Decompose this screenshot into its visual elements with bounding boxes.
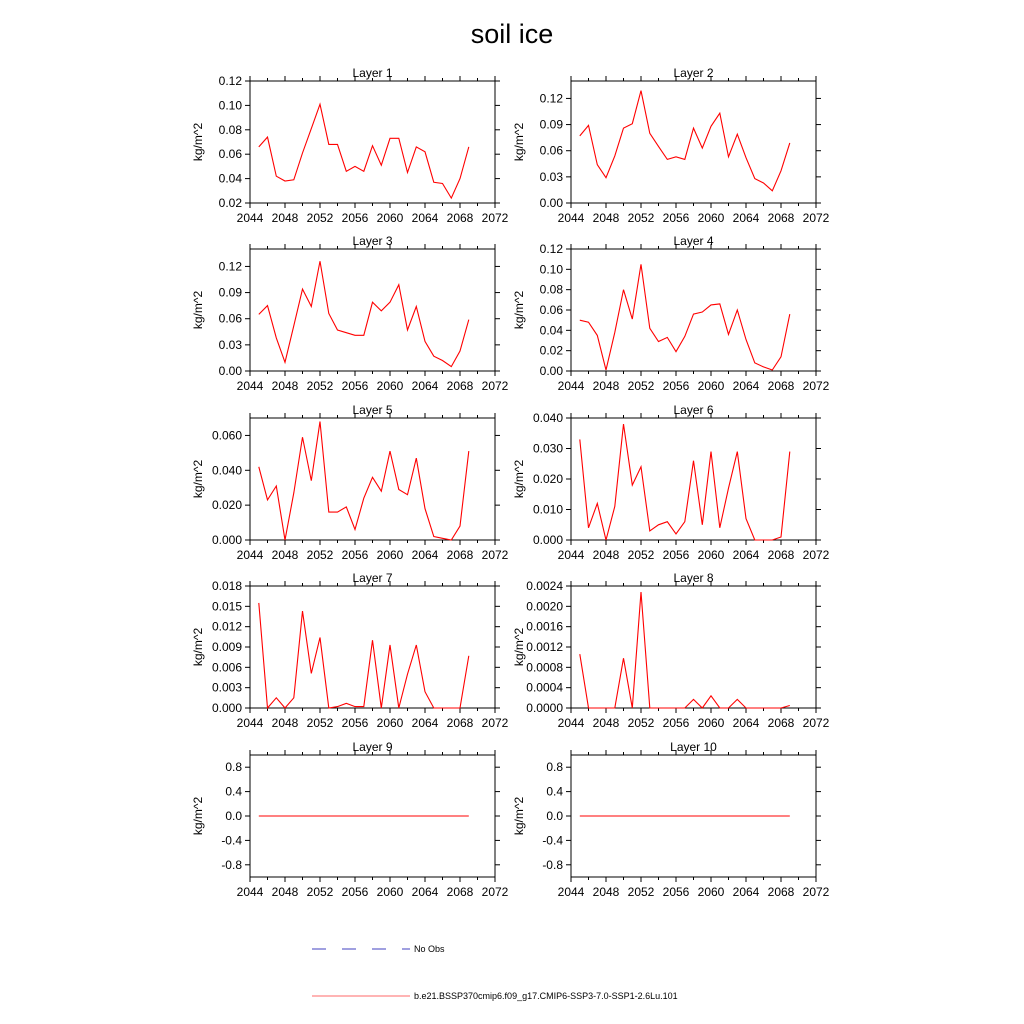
y-tick-label: 0.000 [211, 701, 242, 715]
y-tick-label: 0.04 [218, 171, 242, 186]
y-tick-label: 0.00 [539, 364, 563, 378]
y-tick-label: 0.06 [539, 143, 563, 158]
y-axis-label: kg/m^2 [191, 290, 205, 330]
y-tick-label: 0.03 [539, 169, 563, 184]
x-tick-label: 2044 [236, 548, 264, 562]
panel-layer-4 [512, 234, 830, 393]
x-tick-label: 2044 [236, 716, 264, 730]
x-tick-label: 2060 [697, 716, 725, 730]
y-tick-label: -0.8 [221, 857, 242, 872]
y-tick-label: 0.0008 [526, 660, 563, 675]
x-tick-label: 2060 [376, 211, 404, 225]
x-tick-label: 2044 [557, 548, 585, 562]
series-line-layer-3 [259, 261, 469, 366]
y-tick-label: 0.4 [225, 784, 242, 799]
x-tick-label: 2064 [411, 211, 439, 225]
y-tick-label: 0.012 [211, 619, 242, 634]
x-tick-label: 2068 [767, 211, 795, 225]
x-tick-label: 2064 [732, 548, 760, 562]
y-tick-label: 0.09 [218, 285, 242, 300]
y-tick-label: -0.4 [542, 833, 563, 848]
y-tick-label: 0.8 [546, 760, 563, 775]
y-tick-label: 0.0012 [526, 640, 563, 654]
series-line-layer-4 [580, 264, 790, 370]
x-tick-label: 2072 [802, 379, 830, 393]
x-tick-label: 2072 [481, 211, 509, 225]
x-tick-label: 2048 [271, 211, 299, 225]
x-tick-label: 2044 [557, 716, 585, 730]
y-tick-label: 0.0020 [526, 599, 563, 614]
x-tick-label: 2052 [627, 885, 655, 899]
x-tick-label: 2072 [802, 548, 830, 562]
x-tick-label: 2060 [697, 211, 725, 225]
y-axis-label: kg/m^2 [512, 796, 526, 836]
panel-layer-2 [512, 66, 830, 225]
x-tick-label: 2068 [446, 716, 474, 730]
plot-frame [571, 586, 816, 708]
x-tick-label: 2056 [662, 211, 690, 225]
y-tick-label: 0.8 [225, 760, 242, 775]
panel-layer-5 [191, 403, 509, 562]
x-tick-label: 2072 [481, 716, 509, 730]
x-tick-label: 2060 [376, 379, 404, 393]
y-tick-label: 0.08 [218, 122, 242, 137]
y-axis-label: kg/m^2 [512, 459, 526, 499]
y-tick-label: 0.040 [532, 411, 563, 425]
y-axis-label: kg/m^2 [191, 122, 205, 162]
x-tick-label: 2052 [306, 716, 334, 730]
x-tick-label: 2056 [662, 379, 690, 393]
panel-layer-1 [191, 66, 509, 225]
y-tick-label: 0.12 [539, 242, 563, 256]
y-tick-label: 0.02 [539, 343, 563, 358]
x-tick-label: 2048 [271, 379, 299, 393]
x-tick-label: 2056 [341, 885, 369, 899]
plot-frame [250, 81, 495, 203]
x-tick-label: 2052 [627, 716, 655, 730]
plot-frame [250, 586, 495, 708]
x-tick-label: 2064 [732, 211, 760, 225]
series-line-layer-6 [580, 424, 790, 540]
y-axis-label: kg/m^2 [191, 627, 205, 667]
panel-title: Layer 8 [673, 571, 714, 585]
plot-frame [571, 249, 816, 371]
y-axis-label: kg/m^2 [512, 290, 526, 330]
y-tick-label: 0.12 [539, 91, 563, 106]
legend-label-no-obs: No Obs [414, 944, 445, 954]
panel-layer-9 [191, 740, 509, 899]
y-tick-label: -0.8 [542, 857, 563, 872]
y-tick-label: 0.12 [218, 259, 242, 274]
x-tick-label: 2044 [236, 885, 264, 899]
x-tick-label: 2048 [592, 211, 620, 225]
y-axis-label: kg/m^2 [191, 796, 205, 836]
x-tick-label: 2060 [376, 716, 404, 730]
panel-title: Layer 9 [352, 740, 393, 754]
x-tick-label: 2068 [446, 885, 474, 899]
x-tick-label: 2048 [592, 548, 620, 562]
series-line-layer-7 [259, 603, 469, 708]
x-tick-label: 2064 [732, 379, 760, 393]
y-tick-label: 0.4 [546, 784, 563, 799]
y-tick-label: 0.000 [211, 533, 242, 547]
x-tick-label: 2056 [662, 885, 690, 899]
panel-layer-8 [512, 571, 830, 730]
x-tick-label: 2048 [592, 716, 620, 730]
x-tick-label: 2064 [411, 548, 439, 562]
y-tick-label: 0.10 [539, 262, 563, 277]
y-tick-label: 0.0016 [526, 619, 563, 634]
x-tick-label: 2044 [236, 211, 264, 225]
y-tick-label: 0.040 [211, 463, 242, 478]
y-tick-label: 0.0 [546, 809, 563, 823]
y-tick-label: 0.009 [211, 640, 242, 654]
x-tick-label: 2052 [306, 379, 334, 393]
y-tick-label: 0.02 [218, 196, 242, 210]
x-tick-label: 2064 [732, 885, 760, 899]
series-line-layer-1 [259, 104, 469, 198]
y-tick-label: 0.020 [211, 498, 242, 513]
y-tick-label: 0.0000 [526, 701, 563, 715]
x-tick-label: 2064 [411, 716, 439, 730]
y-tick-label: 0.08 [539, 282, 563, 297]
y-tick-label: 0.006 [211, 660, 242, 675]
y-tick-label: 0.0004 [526, 680, 563, 695]
y-tick-label: 0.060 [211, 428, 242, 443]
x-tick-label: 2060 [697, 885, 725, 899]
x-tick-label: 2056 [341, 379, 369, 393]
x-tick-label: 2056 [662, 716, 690, 730]
x-tick-label: 2068 [767, 379, 795, 393]
y-tick-label: 0.003 [211, 680, 242, 695]
x-tick-label: 2072 [802, 716, 830, 730]
y-tick-label: 0.06 [539, 303, 563, 317]
panel-layer-10 [512, 740, 830, 899]
x-tick-label: 2060 [697, 548, 725, 562]
y-tick-label: 0.06 [218, 147, 242, 162]
legend [312, 944, 678, 1001]
panel-title: Layer 6 [673, 403, 714, 417]
x-tick-label: 2048 [271, 548, 299, 562]
x-tick-label: 2048 [271, 716, 299, 730]
y-tick-label: 0.00 [218, 364, 242, 378]
panel-title: Layer 7 [352, 571, 393, 585]
x-tick-label: 2060 [376, 548, 404, 562]
x-tick-label: 2044 [557, 379, 585, 393]
y-tick-label: 0.030 [532, 441, 563, 456]
panel-title: Layer 5 [352, 403, 393, 417]
y-tick-label: 0.06 [218, 311, 242, 326]
x-tick-label: 2056 [341, 548, 369, 562]
x-tick-label: 2052 [627, 548, 655, 562]
x-tick-label: 2072 [802, 885, 830, 899]
y-tick-label: 0.0024 [526, 579, 563, 593]
x-tick-label: 2068 [767, 716, 795, 730]
y-tick-label: -0.4 [221, 833, 242, 848]
x-tick-label: 2068 [446, 548, 474, 562]
x-tick-label: 2044 [557, 211, 585, 225]
panel-title: Layer 1 [352, 66, 393, 80]
x-tick-label: 2044 [236, 379, 264, 393]
x-tick-label: 2048 [592, 885, 620, 899]
plot-frame [250, 418, 495, 540]
x-tick-label: 2072 [481, 548, 509, 562]
x-tick-label: 2056 [341, 716, 369, 730]
x-tick-label: 2048 [271, 885, 299, 899]
legend-label-model-run: b.e21.BSSP370cmip6.f09_g17.CMIP6-SSP3-7.0-SSP1-2.6Lu.101 [414, 991, 678, 1001]
y-tick-label: 0.04 [539, 323, 563, 338]
x-tick-label: 2052 [306, 548, 334, 562]
x-tick-label: 2052 [306, 885, 334, 899]
series-line-layer-2 [580, 91, 790, 191]
y-axis-label: kg/m^2 [191, 459, 205, 499]
y-axis-label: kg/m^2 [512, 627, 526, 667]
y-tick-label: 0.020 [532, 472, 563, 486]
x-tick-label: 2068 [446, 379, 474, 393]
y-tick-label: 0.12 [218, 74, 242, 88]
main-title: soil ice [470, 19, 554, 49]
x-tick-label: 2072 [481, 379, 509, 393]
plot-frame [571, 81, 816, 203]
panel-title: Layer 2 [673, 66, 714, 80]
series-line-layer-8 [580, 592, 790, 708]
x-tick-label: 2048 [592, 379, 620, 393]
x-tick-label: 2072 [481, 885, 509, 899]
panel-layer-7 [191, 571, 509, 730]
panels-group [191, 66, 830, 899]
x-tick-label: 2052 [627, 379, 655, 393]
x-tick-label: 2056 [341, 211, 369, 225]
x-tick-label: 2052 [306, 211, 334, 225]
panel-title: Layer 4 [673, 234, 714, 248]
x-tick-label: 2068 [767, 885, 795, 899]
x-tick-label: 2068 [767, 548, 795, 562]
panel-title: Layer 10 [670, 740, 717, 754]
y-tick-label: 0.00 [539, 196, 563, 210]
x-tick-label: 2064 [732, 716, 760, 730]
x-tick-label: 2072 [802, 211, 830, 225]
y-tick-label: 0.000 [532, 533, 563, 547]
y-tick-label: 0.010 [532, 502, 563, 517]
x-tick-label: 2064 [411, 379, 439, 393]
y-tick-label: 0.015 [211, 599, 242, 614]
y-tick-label: 0.03 [218, 337, 242, 352]
y-tick-label: 0.10 [218, 98, 242, 113]
x-tick-label: 2060 [376, 885, 404, 899]
plot-frame [571, 418, 816, 540]
x-tick-label: 2064 [411, 885, 439, 899]
y-axis-label: kg/m^2 [512, 122, 526, 162]
x-tick-label: 2068 [446, 211, 474, 225]
x-tick-label: 2060 [697, 379, 725, 393]
series-line-layer-5 [259, 422, 469, 541]
x-tick-label: 2044 [557, 885, 585, 899]
y-tick-label: 0.018 [211, 579, 242, 593]
x-tick-label: 2052 [627, 211, 655, 225]
panel-layer-6 [512, 403, 830, 562]
y-tick-label: 0.09 [539, 117, 563, 132]
x-tick-label: 2056 [662, 548, 690, 562]
y-tick-label: 0.0 [225, 809, 242, 823]
panel-layer-3 [191, 234, 509, 393]
panel-title: Layer 3 [352, 234, 393, 248]
